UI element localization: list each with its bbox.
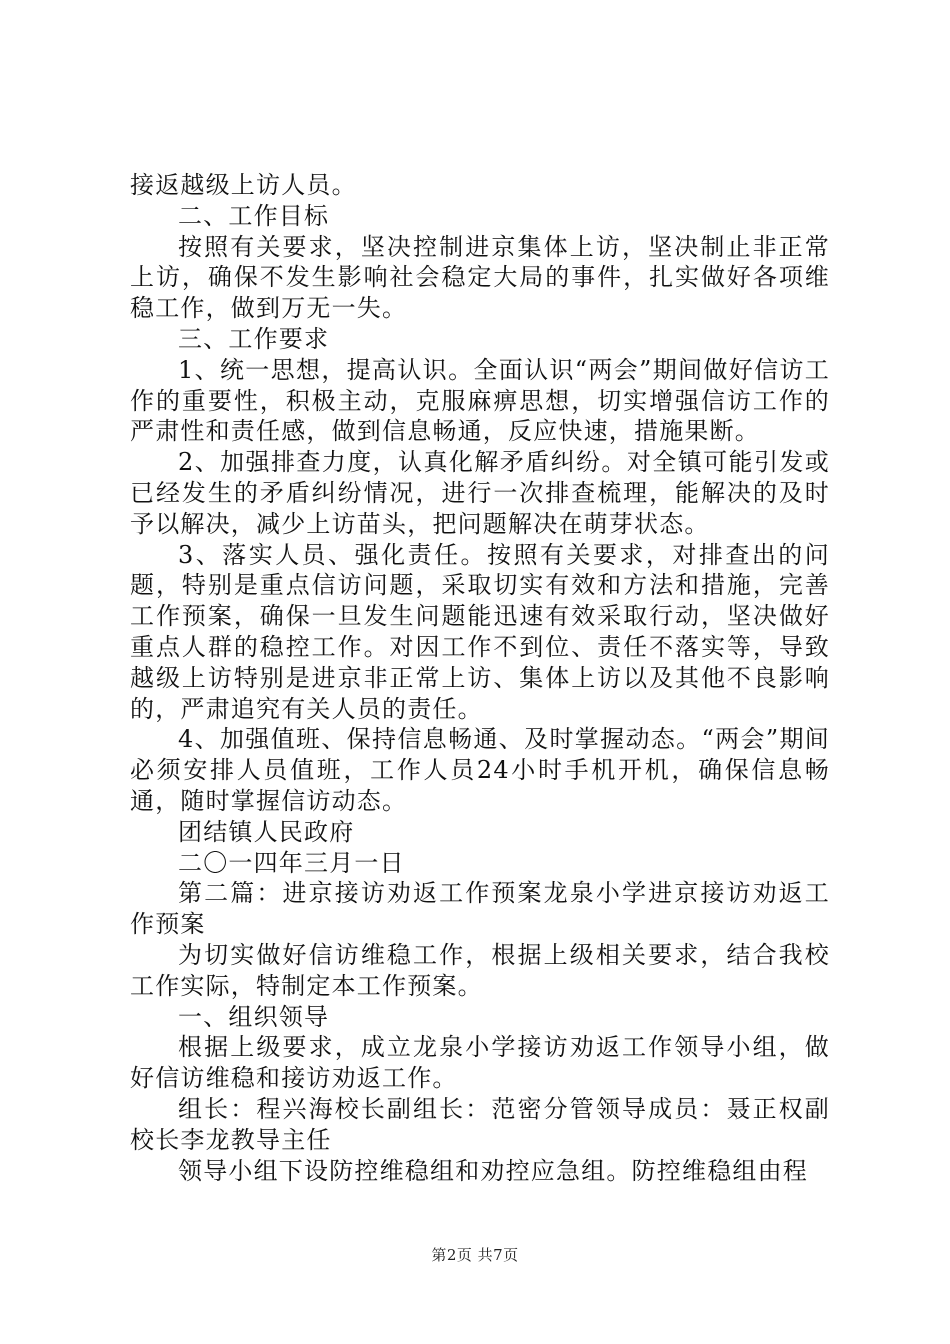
paragraph-requirement-1: 1、统一思想，提高认识。全面认识“两会”期间做好信访工作的重要性，积极主动，克服麻痹思想，切实增强信访工作的严肃性和责任感，做到信息畅通，反应快速，措施果断。 [130,355,830,446]
paragraph-requirement-4: 4、加强值班、保持信息畅通、及时掌握动态。“两会”期间必须安排人员值班，工作人员24小时手机开机，确保信息畅通，随时掌握信访动态。 [130,725,830,815]
document-body [130,170,830,1186]
paragraph-work-goals: 按照有关要求，坚决控制进京集体上访，坚决制止非正常上访，确保不发生影响社会稳定大局的事件，扎实做好各项维稳工作，做到万无一失。 [130,232,830,323]
chapter-title: 第二篇：进京接访劝返工作预案龙泉小学进京接访劝返工作预案 [130,879,830,939]
paragraph-organization: 根据上级要求，成立龙泉小学接访劝返工作领导小组，做好信访维稳和接访劝返工作。 [130,1033,830,1093]
signature-organization: 团结镇人民政府 [178,817,355,846]
paragraph-requirement-3: 3、落实人员、强化责任。按照有关要求，对排查出的问题，特别是重点信访问题，采取切实有效和方法和措施，完善工作预案，确保一旦发生问题能迅速有效采取行动，坚决做好重点人群的稳控工作。对因工作不到位、责任不落实等，导致越级上访特别是进京非正常上访、集体上访以及其他不良影响的，严肃追究有关人员的责任。 [130,540,830,723]
signature-date: 二〇一四年三月一日 [178,848,405,877]
paragraph-subgroups: 领导小组下设防控维稳组和劝控应急组。防控维稳组由程 [178,1156,808,1185]
section-heading-work-goals: 二、工作目标 [178,201,330,230]
paragraph-continuation: 接返越级上访人员。 [130,171,357,199]
paragraph-intro: 为切实做好信访维稳工作，根据上级相关要求，结合我校工作实际，特制定本工作预案。 [130,940,830,1000]
paragraph-requirement-2: 2、加强排查力度，认真化解矛盾纠纷。对全镇可能引发或已经发生的矛盾纠纷情况，进行一次排查梳理，能解决的及时予以解决，减少上访苗头，把问题解决在萌芽状态。 [130,448,830,538]
page-footer: 第2页 共7页 [431,1246,519,1264]
section-heading-organization: 一、组织领导 [178,1002,330,1031]
section-heading-work-requirements: 三、工作要求 [178,324,330,353]
paragraph-members: 组长：程兴海校长副组长：范密分管领导成员：聂正权副校长李龙教导主任 [130,1094,830,1154]
